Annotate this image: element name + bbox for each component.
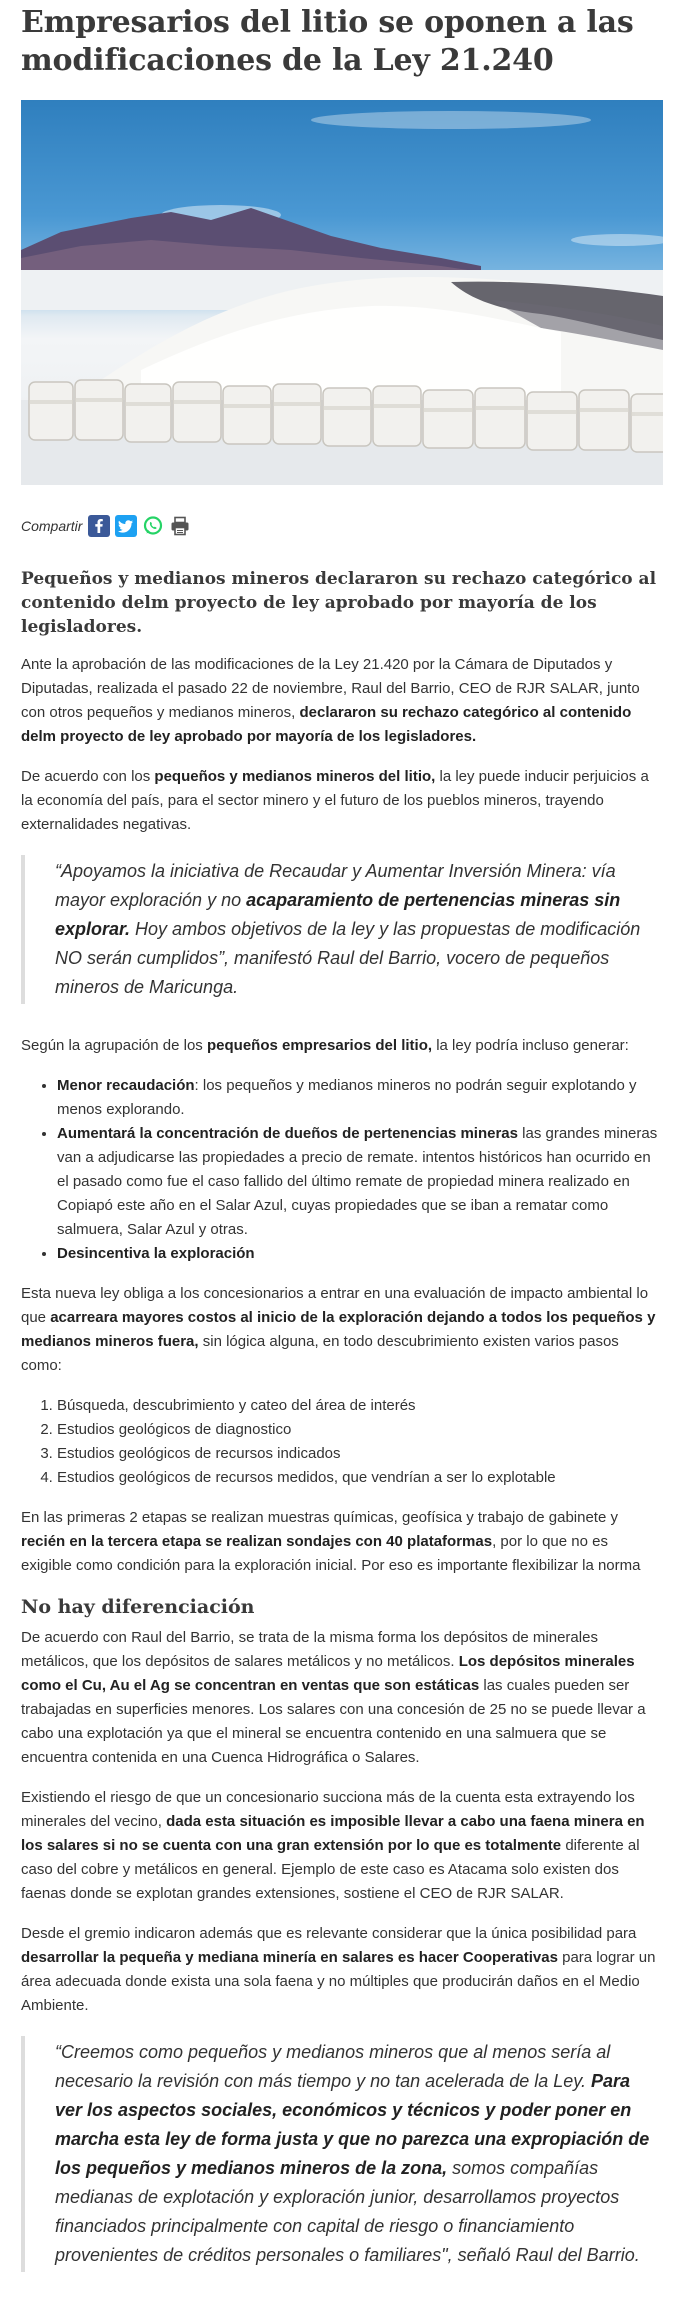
- list-item: 2. Estudios geológicos de diagnostico: [57, 1418, 662, 1442]
- print-icon[interactable]: [169, 515, 191, 537]
- list-item: • Menor recaudación: los pequeños y medianos mineros no podrán seguir explotando y menos explorando.: [57, 1074, 662, 1122]
- share-bar: [21, 513, 662, 539]
- facebook-icon[interactable]: [88, 515, 110, 537]
- list-item: • Desincentiva la exploración: [57, 1242, 662, 1266]
- paragraph-cooperatives: Desde el gremio indicaron además que es relevante considerar que la única posibilidad para desarrollar la pequeña y mediana minería en salares es hacer Cooperativas para lograr un área adecuada donde exista una sola faena y no múltiples que producirán daños en el Medio Ambiente.: [21, 1925, 656, 2014]
- hero-image-salt-flat: [21, 100, 663, 485]
- salt-flat-illustration: [21, 100, 663, 485]
- twitter-icon[interactable]: [115, 515, 137, 537]
- list-item: 1. Búsqueda, descubrimiento y cateo del área de interés: [57, 1394, 662, 1418]
- quote-revision: “Creemos como pequeños y medianos mineros que al menos sería al necesario la revisión con más tiempo y no tan acelerada de la Ley. Para ver los aspectos sociales, económicos y técnicos y poder poner en marcha esta ley de forma justa y que no parezca una expropiación de los pequeños y medianos mineros de la zona, somos compañías medianas de explotación y exploración junior, desarrollamos proyectos financiados principalmente con capital de riesgo o financiamiento provenientes de créditos personales o familiares", señaló Raul del Barrio.: [21, 2036, 662, 2272]
- whatsapp-icon[interactable]: [142, 515, 164, 537]
- share-label: Compartir: [21, 518, 83, 534]
- subheading-no-diferenciacion: No hay diferenciación: [21, 1596, 255, 1618]
- list-item: 3. Estudios geológicos de recursos indicados: [57, 1442, 662, 1466]
- paragraph-stages: En las primeras 2 etapas se realizan muestras químicas, geofísica y trabajo de gabinete y recién en la tercera etapa se realizan sondajes con 40 plataformas, por lo que no es exigible como condición para la exploración inicial. Por eso es importante flexibilizar la norma: [21, 1509, 641, 1574]
- list-item: 4. Estudios geológicos de recursos medidos, que vendrían a ser lo explotable: [57, 1466, 662, 1490]
- paragraph-deposits: De acuerdo con Raul del Barrio, se trata de la misma forma los depósitos de minerales metálicos, que los depósitos de salares metálicos y no metálicos. Los depósitos minerales como el Cu, Au el Ag se concentran en ventas que son estáticas las cuales pueden ser trabajadas en superficies menores. Los salares con una concesión de 25 no se puede llevar a cabo una explotación ya que el mineral se encuentra contenido en una salmuera que se encuentra contenida en una Cuenca Hidrográfica o Salares.: [21, 1629, 646, 1766]
- consequences-list: [57, 1074, 662, 1266]
- exploration-steps-list: [57, 1394, 662, 1490]
- paragraph-consequences: Según la agrupación de los pequeños empresarios del litio, la ley podría incluso generar:: [21, 1037, 629, 1054]
- list-item: • Aumentará la concentración de dueños de pertenencias mineras las grandes mineras van a adjudicarse las propiedades a precio de remate. intentos históricos han ocurrido en el pasado como fue el caso fallido del último remate de propiedad minera realizado en Copiapó este año en el Salar Azul, cuyas propiedades que se iban a rematar como salmuera, Salar Azul y otras.: [57, 1122, 662, 1242]
- paragraph-intro: Ante la aprobación de las modificaciones de la Ley 21.420 por la Cámara de Diputados y Diputadas, realizada el pasado 22 de noviembre, Raul del Barrio, CEO de RJR SALAR, junto con otros pequeños y medianos mineros, declararon su rechazo categórico al contenido delm proyecto de ley aprobado por mayoría de los legisladores.: [21, 656, 640, 745]
- article-title: Empresarios del litio se oponen a las modificaciones de la Ley 21.240: [21, 5, 634, 78]
- paragraph-risk: Existiendo el riesgo de que un concesionario succiona más de la cuenta esta extrayendo los minerales del vecino, dada esta situación es imposible llevar a cabo una faena minera en los salares si no se cuenta con una gran extensión por lo que es totalmente diferente al caso del cobre y metálicos en general. Ejemplo de este caso es Atacama solo existen dos faenas donde se explotan grandes extensiones, sostiene el CEO de RJR SALAR.: [21, 1789, 645, 1902]
- paragraph-evaluation: Esta nueva ley obliga a los concesionarios a entrar en una evaluación de impacto ambiental lo que acarreara mayores costos al inicio de la exploración dejando a todos los pequeños y medianos mineros fuera, sin lógica alguna, en todo descubrimiento existen varios pasos como:: [21, 1285, 656, 1374]
- article-lead: Pequeños y medianos mineros declararon su rechazo categórico al contenido delm proyecto de ley aprobado por mayoría de los legisladores.: [21, 569, 657, 637]
- paragraph-impacts: De acuerdo con los pequeños y medianos mineros del litio, la ley puede inducir perjuicios a la economía del país, para el sector minero y el futuro de los pueblos mineros, trayendo externalidades negativas.: [21, 768, 649, 833]
- quote-recaudar: “Apoyamos la iniciativa de Recaudar y Aumentar Inversión Minera: vía mayor exploración y no acaparamiento de pertenencias mineras sin explorar. Hoy ambos objetivos de la ley y las propuestas de modificación NO serán cumplidos”, manifestó Raul del Barrio, vocero de pequeños mineros de Maricunga.: [21, 855, 662, 1004]
